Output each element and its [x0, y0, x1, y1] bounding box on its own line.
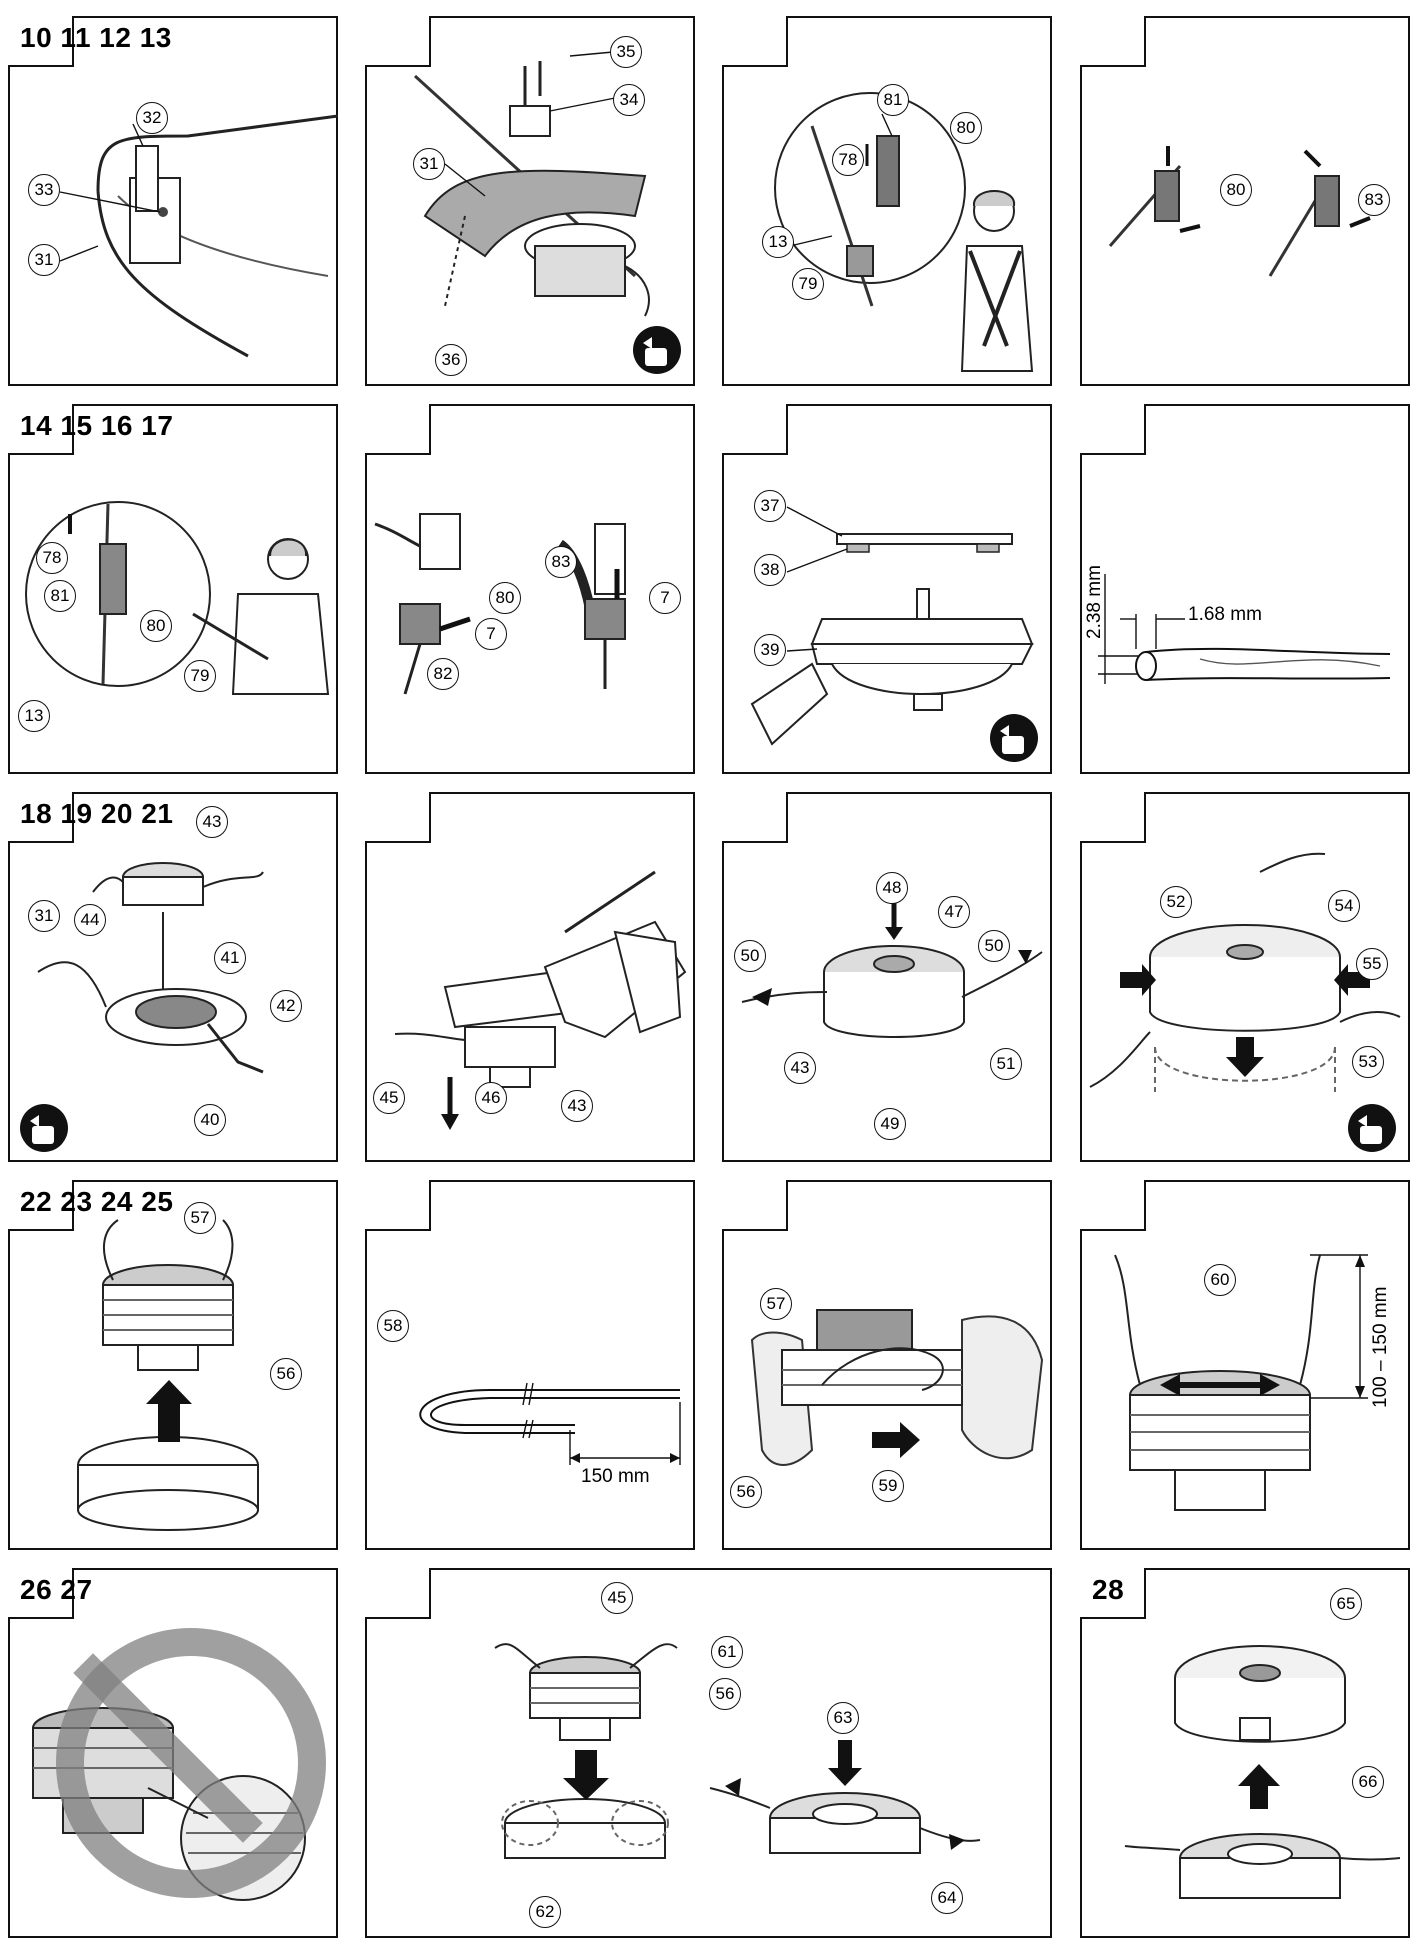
- panel-fig26: [8, 1568, 338, 1938]
- callout-33: 33: [28, 174, 60, 206]
- callout-66: 66: [1352, 1766, 1384, 1798]
- callout-34: 34: [613, 84, 645, 116]
- figure-numbers: 18 19 20 21: [20, 798, 174, 829]
- panel-fig24: [722, 1180, 1052, 1550]
- callout-13: 13: [18, 700, 50, 732]
- panel-fig21: [1080, 792, 1410, 1162]
- callout-56: 56: [709, 1678, 741, 1710]
- callout-7: 7: [475, 618, 507, 650]
- callout-56: 56: [270, 1358, 302, 1390]
- callout-79: 79: [792, 268, 824, 300]
- callout-80: 80: [489, 582, 521, 614]
- callout-54: 54: [1328, 890, 1360, 922]
- callout-53: 53: [1352, 1046, 1384, 1078]
- callout-57: 57: [184, 1202, 216, 1234]
- panel-fig14: [8, 404, 338, 774]
- panel-fig18: [8, 792, 338, 1162]
- callout-62: 62: [529, 1896, 561, 1928]
- back-reference-icon: [1348, 1104, 1396, 1152]
- callout-81: 81: [877, 84, 909, 116]
- trimmer-line-illustration: [1080, 404, 1410, 774]
- emergency-release-illustration: [365, 404, 695, 774]
- panel-fig12: [722, 16, 1052, 386]
- callout-49: 49: [874, 1108, 906, 1140]
- back-reference-icon: [633, 326, 681, 374]
- callout-64: 64: [931, 1882, 963, 1914]
- callout-13: 13: [762, 226, 794, 258]
- callout-50: 50: [734, 940, 766, 972]
- callout-56: 56: [730, 1476, 762, 1508]
- callout-50-b: 50: [978, 930, 1010, 962]
- callout-46: 46: [475, 1082, 507, 1114]
- callout-43: 43: [561, 1090, 593, 1122]
- panel-fig27: [365, 1568, 1052, 1938]
- callout-31: 31: [28, 900, 60, 932]
- callout-48: 48: [876, 872, 908, 904]
- panel-fig17: [1080, 404, 1410, 774]
- line-length-illustration: [1080, 1180, 1410, 1550]
- callout-31: 31: [28, 244, 60, 276]
- line-exposed-length-label: 100 – 150 mm: [1370, 1286, 1391, 1408]
- callout-61: 61: [711, 1636, 743, 1668]
- callout-82: 82: [427, 658, 459, 690]
- figure-numbers: 26 27: [20, 1574, 93, 1605]
- callout-45: 45: [373, 1082, 405, 1114]
- callout-39: 39: [754, 634, 786, 666]
- figure-numbers: 10 11 12 13: [20, 22, 172, 53]
- callout-37: 37: [754, 490, 786, 522]
- figure-numbers: 28: [1092, 1574, 1125, 1605]
- callout-52: 52: [1160, 886, 1192, 918]
- callout-42: 42: [270, 990, 302, 1022]
- figure-numbers: 22 23 24 25: [20, 1186, 174, 1217]
- callout-43: 43: [196, 806, 228, 838]
- callout-47: 47: [938, 896, 970, 928]
- cover-reinstall-illustration: [1080, 1568, 1410, 1938]
- callout-32: 32: [136, 102, 168, 134]
- callout-59: 59: [872, 1470, 904, 1502]
- panel-fig23: [365, 1180, 695, 1550]
- harness-hook-illustration: [722, 16, 1052, 386]
- callout-78: 78: [832, 144, 864, 176]
- figure-numbers: 14 15 16 17: [20, 410, 174, 441]
- callout-38: 38: [754, 554, 786, 586]
- callout-80: 80: [950, 112, 982, 144]
- callout-7-b: 7: [649, 582, 681, 614]
- callout-45: 45: [601, 1582, 633, 1614]
- panel-fig28: [1080, 1568, 1410, 1938]
- callout-51: 51: [990, 1048, 1022, 1080]
- callout-40: 40: [194, 1104, 226, 1136]
- callout-80: 80: [1220, 174, 1252, 206]
- panel-fig22: [8, 1180, 338, 1550]
- line-diameter-label-b: 1.68 mm: [1188, 604, 1262, 625]
- panel-fig15: [365, 404, 695, 774]
- callout-81: 81: [44, 580, 76, 612]
- panel-fig10: [8, 16, 338, 386]
- callout-57: 57: [760, 1288, 792, 1320]
- callout-83: 83: [1358, 184, 1390, 216]
- panel-fig20: [722, 792, 1052, 1162]
- callout-55: 55: [1356, 948, 1388, 980]
- cutting-head-cover-illustration: [722, 792, 1052, 1162]
- callout-63: 63: [827, 1702, 859, 1734]
- line-cut-illustration: [365, 1180, 695, 1550]
- spool-release-illustration: [365, 792, 695, 1162]
- callout-80: 80: [140, 610, 172, 642]
- callout-58: 58: [377, 1310, 409, 1342]
- panel-fig13: [1080, 16, 1410, 386]
- callout-79: 79: [184, 660, 216, 692]
- callout-44: 44: [74, 904, 106, 936]
- callout-35: 35: [610, 36, 642, 68]
- line-cut-length-label: 150 mm: [581, 1466, 650, 1487]
- callout-43: 43: [784, 1052, 816, 1084]
- back-reference-icon: [990, 714, 1038, 762]
- guard-bracket-illustration: [8, 16, 338, 386]
- callout-41: 41: [214, 942, 246, 974]
- callout-60: 60: [1204, 1264, 1236, 1296]
- panel-fig11: [365, 16, 695, 386]
- callout-78: 78: [36, 542, 68, 574]
- callout-36: 36: [435, 344, 467, 376]
- panel-fig19: [365, 792, 695, 1162]
- cutting-head-removal-illustration: [8, 792, 338, 1162]
- panel-fig16: [722, 404, 1052, 774]
- callout-83: 83: [545, 546, 577, 578]
- panel-fig25: [1080, 1180, 1410, 1550]
- line-diameter-label-a: 2.38 mm: [1084, 565, 1105, 639]
- callout-31: 31: [413, 148, 445, 180]
- back-reference-icon: [20, 1104, 68, 1152]
- callout-65: 65: [1330, 1588, 1362, 1620]
